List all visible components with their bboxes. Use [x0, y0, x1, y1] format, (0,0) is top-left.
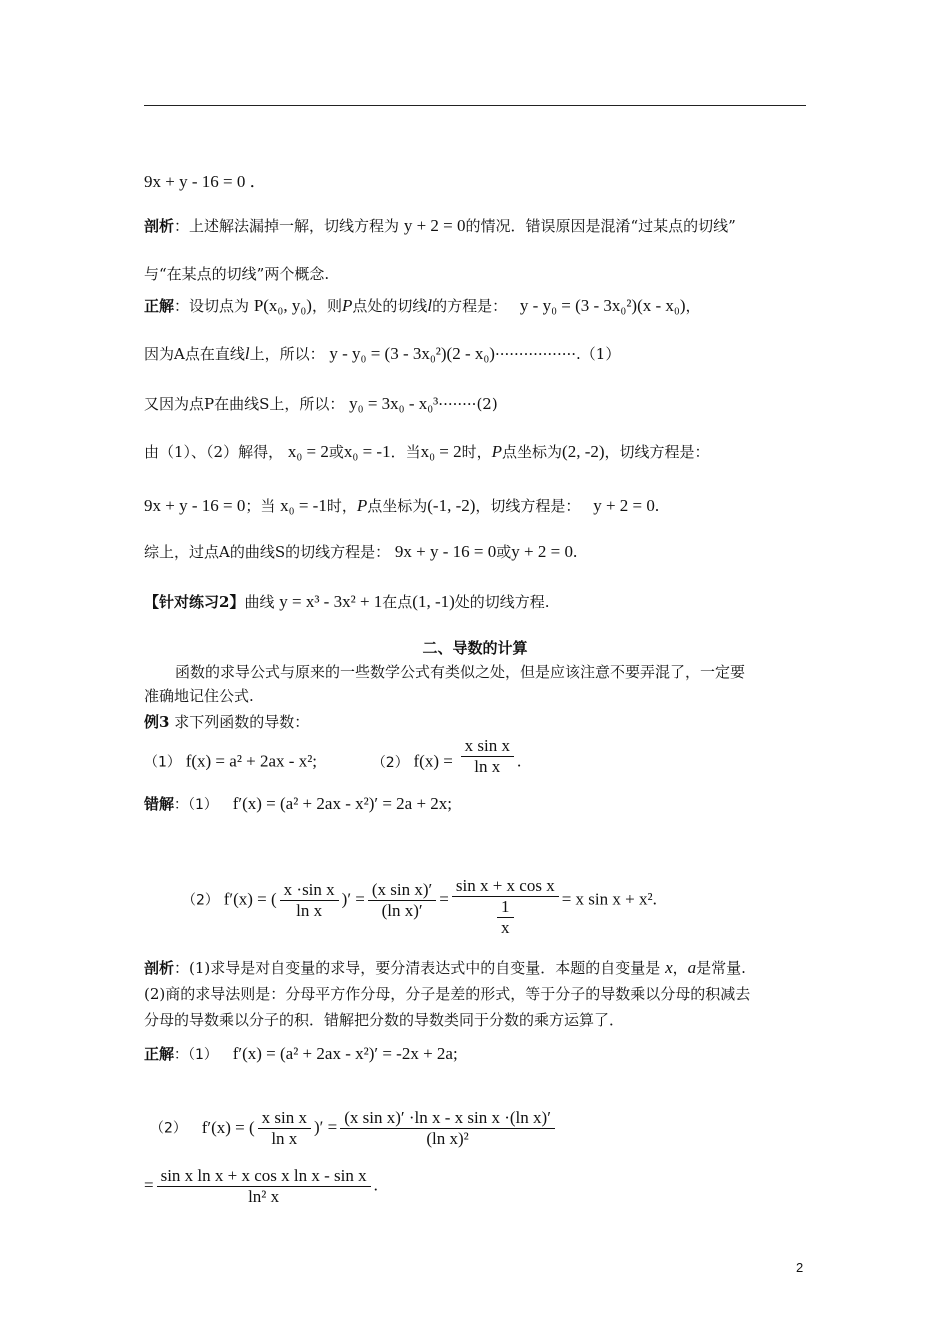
practice-line: 【针对练习2】曲线 y = x³ - 3x² + 1在点(1, -1)处的切线方程. — [144, 592, 550, 611]
equation: y + 2 = 0 — [403, 216, 466, 235]
analysis-label: 剖析 — [144, 217, 175, 235]
paragraph: 函数的求导公式与原来的一些数学公式有类似之处，但是应该注意不要弄混了，一定要 — [175, 663, 746, 681]
solution-line: 正解：设切点为 P(x₀, y₀)，则P点处的切线l的方程是： y - y₀ = (3 - 3x₀²)(x - x₀)， — [144, 296, 701, 315]
example-line: 例3 求下列函数的导数： — [144, 713, 310, 731]
equation-line: 9x + y - 16 = 0 ． — [144, 172, 267, 191]
analysis-line: 与“在某点的切线”两个概念. — [144, 265, 330, 283]
header-rule — [144, 105, 806, 106]
analysis-line: 剖析：上述解法漏掉一解，切线方程为 y + 2 = 0的情况．错误原因是混淆“过某点的切线” — [144, 216, 736, 235]
paragraph: 准确地记住公式. — [144, 687, 254, 705]
correct-line: 正解：（1） f′(x) = (a² + 2ax - x²)′ = -2x + 2a; — [144, 1044, 458, 1063]
practice-label: 【针对练习2】 — [144, 593, 245, 611]
solution-line: 因为A点在直线l上，所以： y - y₀ = (3 - 3x₀²)(2 - x₀)·················.（1） — [144, 344, 621, 363]
paragraph: (2)商的求导法则是：分母平方作分母，分子是差的形式，等于分子的导数乘以分母的积减去 — [144, 985, 751, 1003]
equation: 9x + y - 16 = 0 — [144, 172, 246, 191]
example-parts: （1） f(x) = a² + 2ax - x²; （2） f(x) = $\frac{\text{x sin x}}{\text{ln x}}$ . — [144, 736, 522, 776]
correct-line-3: = $\frac{\text{sin x ln x + x cos x ln x - sin x}}{\text{ln² x}}$ . — [144, 1166, 378, 1206]
paragraph: 分母的导数乘以分子的积．错解把分数的导数类同于分数的乘方运算了． — [144, 1011, 625, 1029]
correct-line-2: （2） f′(x) = ( $\frac{\text{x sin x}}{\text{ln x}}$ )′ = $\frac{\text{(x sin x)′ ·ln x - x sin x ·(ln x)′}}{\text{(ln x)²}}$ — [150, 1108, 558, 1149]
example-label: 例3 — [144, 713, 170, 731]
section-title: 二、导数的计算 — [422, 639, 528, 657]
solution-line: 9x + y - 16 = 0；当 x₀ = -1时，P点坐标为(-1, -2)，切线方程是： y + 2 = 0. — [144, 496, 660, 515]
analysis-2: 剖析：(1)求导是对自变量的求导，要分清表达式中的自变量．本题的自变量是 x，a是常量. — [144, 958, 746, 977]
correct-label: 正解 — [144, 297, 175, 315]
wrong-line-2: （2） f′(x) = ( $\frac{\text{x ·sin x}}{\text{ln x}}$ )′ = $\frac{\text{(x sin x)′}}{\text{(ln x)′}}$ = $\frac{\text{sin x + x cos x}}{\frac{1}{x}}$ = x sin x + x². — [182, 876, 657, 937]
solution-line: 又因为点P在曲线S上，所以： y₀ = 3x₀ - x₀³········(2) — [144, 394, 498, 413]
solution-line: 综上，过点A的曲线S的切线方程是： 9x + y - 16 = 0或y + 2 = 0. — [144, 542, 578, 561]
solution-line: 由（1）、（2）解得， x₀ = 2或x₀ = -1．当x₀ = 2时，P点坐标为(2, -2)，切线方程是： — [144, 442, 710, 461]
wrong-line: 错解：（1） f′(x) = (a² + 2ax - x²)′ = 2a + 2x; — [144, 794, 453, 813]
wrong-label: 错解 — [144, 795, 175, 813]
page-number: 2 — [796, 1260, 804, 1275]
